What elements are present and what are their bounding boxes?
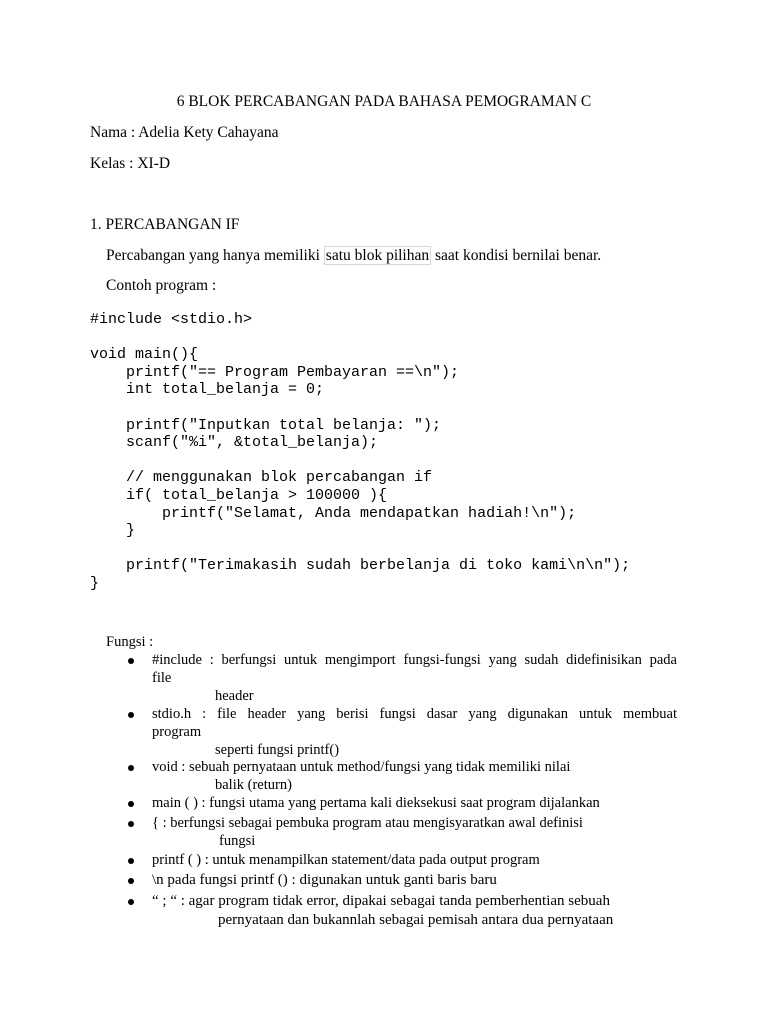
list-item-text: header xyxy=(215,688,254,704)
list-item-text: stdio.h : file header yang berisi fungsi dasar yang digunakan untuk membuat xyxy=(152,706,677,722)
bullet-icon xyxy=(128,712,134,718)
list-item-text: “ ; “ : agar program tidak error, dipakai sebagai tanda pemberhentian sebuah xyxy=(152,893,610,909)
code-line xyxy=(90,540,630,558)
description-text-start: Percabangan yang hanya memiliki xyxy=(106,247,324,264)
document-title: 6 BLOK PERCABANGAN PADA BAHASA PEMOGRAMAN C xyxy=(176,93,592,110)
bullet-icon xyxy=(128,801,134,807)
code-line: #include <stdio.h> xyxy=(90,311,253,328)
list-item-text: file xyxy=(152,670,172,686)
section-heading: 1. PERCABANGAN IF xyxy=(90,216,240,233)
list-item-text: void : sebuah pernyataan untuk method/fungsi yang tidak memiliki nilai xyxy=(152,759,571,775)
bullet-icon xyxy=(128,658,134,664)
bullet-icon xyxy=(128,765,134,771)
code-line: printf("Selamat, Anda mendapatkan hadiah!\n"); xyxy=(90,504,577,522)
section-description xyxy=(106,246,601,266)
list-item-text: \n pada fungsi printf () : digunakan untuk ganti baris baru xyxy=(152,872,497,888)
student-name: Nama : Adelia Kety Cahayana xyxy=(90,124,279,141)
code-line: scanf("%i", &total_belanja); xyxy=(90,434,379,452)
list-item-text: fungsi xyxy=(219,833,256,849)
code-line xyxy=(90,399,630,417)
code-line: } xyxy=(90,522,136,540)
bullet-icon xyxy=(128,899,134,905)
list-item-text: { : berfungsi sebagai pembuka program atau mengisyaratkan awal definisi xyxy=(152,815,583,831)
list-item-text: #include : berfungsi untuk mengimport fungsi-fungsi yang sudah didefinisikan pada xyxy=(152,652,677,668)
code-line: } xyxy=(90,574,100,592)
description-text-end: saat kondisi bernilai benar. xyxy=(431,247,602,264)
code-line: void main(){ xyxy=(90,346,199,364)
student-class: Kelas : XI-D xyxy=(90,155,171,172)
code-line: int total_belanja = 0; xyxy=(90,381,325,399)
fungsi-label: Fungsi : xyxy=(106,634,154,650)
list-item-text: main ( ) : fungsi utama yang pertama kali dieksekusi saat program dijalankan xyxy=(152,795,600,811)
list-item-text: printf ( ) : untuk menampilkan statement/data pada output program xyxy=(152,852,540,868)
list-item-text: balik (return) xyxy=(215,777,292,793)
code-block xyxy=(90,311,630,593)
list-item-text: pernyataan dan bukannlah sebagai pemisah antara dua pernyataan xyxy=(218,912,614,928)
code-line xyxy=(90,329,630,347)
code-line: printf("== Program Pembayaran ==\n"); xyxy=(90,363,460,381)
example-label: Contoh program : xyxy=(106,277,217,294)
bullet-icon xyxy=(128,878,134,884)
bullet-icon xyxy=(128,821,134,827)
code-line: if( total_belanja > 100000 ){ xyxy=(90,486,388,504)
code-line: // menggunakan blok percabangan if xyxy=(90,469,433,487)
description-highlight: satu blok pilihan xyxy=(325,247,430,264)
list-item-text: seperti fungsi printf() xyxy=(215,742,340,758)
code-line: printf("Inputkan total belanja: "); xyxy=(90,416,442,434)
bullet-icon xyxy=(128,858,134,864)
code-line xyxy=(90,452,630,470)
list-item-text: program xyxy=(152,724,202,740)
code-line: printf("Terimakasih sudah berbelanja di toko kami\n\n"); xyxy=(90,557,631,575)
